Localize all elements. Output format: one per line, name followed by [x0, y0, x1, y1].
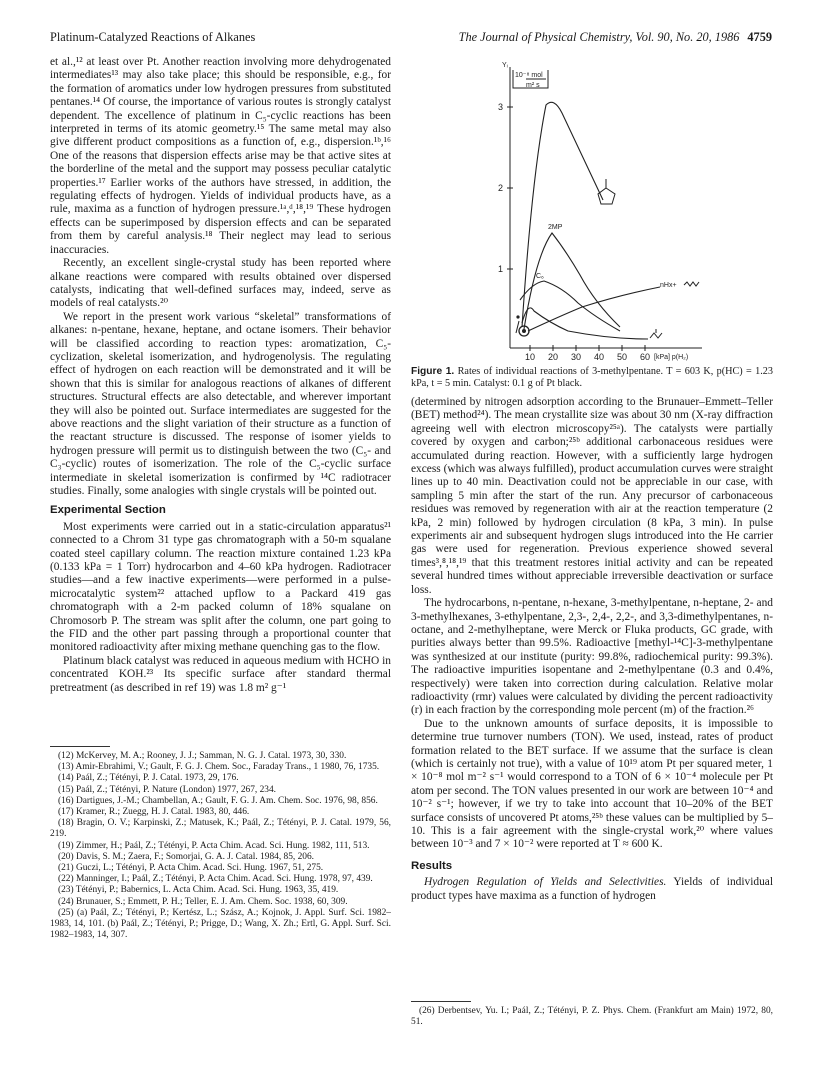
data-point-small	[516, 315, 519, 318]
right-paragraph-2: The hydrocarbons, n-pentane, n-hexane, 3-methylpentane, n-heptane, 2- and 3-methylhexanes, 3-ethylpentane, 2,3-, 2,4-, 2,2-, and 3,3-dimethylpentanes, n-octane, and 2-methylheptane, were Merck or Fluka products, GC grade, with purities always better than 99.5%. Radioactive [methyl-¹⁴C]-3-methylpentane was synthesized at our institute (purity: 99.8%, radiochemical purity: 99.3%). The radioactive impurities isopentane and 2-methylpentane (0.3 and 0.4%, respectively) were taken into correction during calculation. Relative molar radioactivity (rmr) values were calculated by dividing the percent radioactivity (r) in each fraction by the corresponding mole percent (m) of the fraction.²⁶	[411, 597, 773, 717]
footnote-25: (25) (a) Paál, Z.; Tétényi, P.; Kertész, L.; Szász, A.; Kojnok, J. Appl. Surf. Sci. 1982–1983, 14, 101. (b) Paál, Z.; Tétényi, P.; Prigge, D.; Wang, X. Zh.; Ertl, G. Appl. Surf. Sci. 1982–1983, 14, 307.	[50, 907, 391, 941]
running-head-title: Platinum-Catalyzed Reactions of Alkanes	[50, 30, 256, 44]
alkene-chain-icon	[684, 282, 699, 286]
right-column	[411, 396, 773, 903]
x-tick-label-50: 50	[617, 352, 628, 362]
footnote-14: (14) Paál, Z.; Tétényi, P. J. Catal. 1973, 29, 176.	[58, 773, 239, 784]
footnote-19: (19) Zimmer, H.; Paál, Z.; Tétényi, P. Acta Chim. Acad. Sci. Hung. 1982, 111, 513.	[58, 840, 370, 851]
intro-paragraph-1: et al.,¹² at least over Pt. Another reaction involving more dehydrogenated intermediates¹³ may also take place; this should be responsible, e.g., for the formation of aromatics under low hydrogen pressures from substituted pentanes.¹⁴ Of course, the importance of various routes is strongly catalyst dependent. The excellence of platinum in C₅-cyclic reactions has been interpreted in terms of its atomic geometry.¹⁵ The same metal may also give different product compositions as a function of, e.g., dispersion.¹ᵇ,¹⁶ One of the reasons that dispersion effects arise may be that active sites at the borderline of the metal and the support may possess peculiar catalytic properties.¹⁷ Earlier works of the authors have stressed, in addition, the regulating effects of hydrogen. Yields of individual products have, as a rule, maxima as a function of hydrogen pressure.¹ᵃ,ᵈ,¹⁸,¹⁹ These hydrogen effects can be superimposed by dispersion effects and can be separated from them by careful analysis.¹⁸ Their neglect may lead to serious inaccuracies.	[50, 56, 391, 256]
intro-paragraph-2: Recently, an excellent single-crystal study has been reported where alkane reactions were compared with results obtained over dispersed catalysts, indicating that well-defined surfaces may, indeed, serve as models of real catalysts.²⁰	[50, 257, 391, 310]
results-subheading: Hydrogen Regulation of Yields and Selectivities.	[424, 876, 667, 889]
right-footnotes	[411, 1001, 773, 1028]
footnote-20: (20) Davis, S. M.; Zaera, F.; Somorjai, G. A. J. Catal. 1984, 85, 206.	[58, 851, 314, 862]
x-axis-unit: [kPa] p(H₂)	[654, 354, 689, 361]
left-footnotes	[50, 746, 391, 941]
y-axis-symbol: Yᵢ	[502, 62, 508, 69]
footnote-15: (15) Paál, Z.; Tétényi, P. Nature (London) 1977, 267, 234.	[58, 784, 277, 795]
x-tick-label-60: 60	[640, 352, 651, 362]
results-text: Yields of individual product types have maxima as a function of hydrogen	[411, 876, 773, 902]
footnote-16: (16) Dartigues, J.-M.; Chambellan, A.; Gault, F. G. J. Am. Chem. Soc. 1976, 98, 856.	[58, 795, 378, 806]
product-chain-icon	[650, 329, 662, 338]
footnote-13: (13) Amir-Ebrahimi, V.; Gault, F. G. J. Chem. Soc., Faraday Trans., 1 1980, 76, 1735.	[58, 762, 380, 773]
section-heading-results: Results	[411, 859, 453, 872]
curve-c6	[520, 281, 620, 331]
x-tick-label-20: 20	[548, 352, 559, 362]
experimental-paragraph-1: Most experiments were carried out in a static-circulation apparatus²¹ connected to a Chrom 31 type gas chromatograph with a 50-m squalane coated steel capillary column. The reaction mixture contained 1.23 kPa (0.133 kPa = 1 Torr) hydrocarbon and 4–60 kPa hydrogen. Radiotracer studies—and a few inactive experiments—were performed in a pulse-microcatalytic system²² attached upflow to a Packard 419 gas chromatograph with a 2-m packed column of 18% squalane on Chromosorb P. The stream was split after the column, one part going to the FID and the other part passing through a proportional counter that monitored radioactivity after mixing methane quenching gas to the flow.	[50, 520, 391, 654]
label-2mp: 2MP	[548, 224, 563, 231]
journal-citation: The Journal of Physical Chemistry, Vol. 90, No. 20, 1986	[458, 30, 740, 44]
left-column	[50, 56, 391, 695]
right-paragraph-1: (determined by nitrogen adsorption according to the Brunauer–Emmett–Teller (BET) method²⁴). The mean crystallite size was about 30 nm (X-ray diffraction agreeing well with electron microscopy²⁵ᵃ). The catalysts were partially covered by oxygen and carbon;²⁵ᵇ additional carbonaceous residues were accumulated during reaction. However, with a sufficiently large hydrogen excess (which was always fulfilled), product accumulation curves were straight lines up to 40 min. Deactivation could not be appreciable in our case, with sampling 5 min after the start of the run. Any precursor of carbonaceous residues was removed by regeneration with air at the reaction temperature (2 kPa, 2 min) followed by hydrogen circulation (8 kPa, 3 min). In pulse experiments air and subsequent hydrogen slugs introduced into the He carrier gas were used for regeneration. Previous experience showed several times³,⁸,¹⁸,¹⁹ that this treatment restores initial activity and can be repeated several hundred times without appreciable irreversible deactivation or surface loss.	[411, 396, 773, 596]
figure-caption-label: Figure 1.	[411, 366, 455, 377]
curve-nhx	[528, 287, 660, 331]
running-head-journal	[459, 30, 772, 45]
section-heading-experimental: Experimental Section	[50, 504, 166, 517]
figure-caption-text: Rates of individual reactions of 3-methylpentane. T = 603 K, p(HC) = 1.23 kPa, t = 5 min. Catalyst: 0.1 g of Pt black.	[411, 366, 773, 389]
footnote-17: (17) Kramer, R.; Zuegg, H. J. Catal. 1983, 80, 446.	[58, 807, 250, 818]
y-tick-label-3: 3	[498, 102, 504, 112]
y-axis-unit-bottom: m² s	[526, 82, 540, 89]
footnote-12: (12) McKervey, M. A.; Rooney, J. J.; Samman, N. G. J. Catal. 1973, 30, 330.	[58, 751, 347, 761]
results-paragraph-1	[411, 876, 773, 903]
label-c6: C₆	[536, 273, 544, 280]
figure-1-plot	[470, 55, 750, 363]
x-tick-label-30: 30	[571, 352, 582, 362]
footnote-rule	[50, 746, 110, 747]
y-tick-label-2: 2	[498, 183, 504, 193]
footnote-23: (23) Tétényi, P.; Babernics, L. Acta Chim. Acad. Sci. Hung. 1963, 35, 419.	[58, 885, 339, 896]
y-tick-label-1: 1	[498, 264, 504, 274]
y-axis-unit-top: 10⁻⁸ mol	[515, 72, 543, 79]
intro-paragraph-3: We report in the present work various “skeletal” transformations of alkanes: n-pentane, hexane, heptane, and octane isomers. Their behavior will be classified according to reaction types: aromatization, C₅-cyclization, skeletal isomerization, and hydrogenolysis. The regulating effect of hydrogen on each reaction will be demonstrated and it will be shown that this is similar for analogous reactions of alkanes of different structures. Structural effects are also detectable, and wherever important they will also be pointed out. Surface intermediates are suggested for the above reactions and the slight variation of their structure as a function of the reactant structure is discussed. The response of isomer yields to hydrogen pressure will permit us to distinguish between the two (C₅- and C₃-cyclic) routes of isomerization. The role of the C₅-cyclic surface intermediate in skeletal isomerization is confirmed by ¹⁴C radiotracer studies. Finally, some analogies with single crystals will be pointed out.	[50, 310, 391, 497]
curve-hydrogenolysis	[522, 308, 648, 339]
benzene-marker-dot	[522, 329, 526, 333]
experimental-paragraph-2: Platinum black catalyst was reduced in aqueous medium with HCHO in concentrated KOH.²³ Its specific surface after standard thermal pretreatment (as described in ref 19) was 1.8 m² g⁻¹	[50, 654, 391, 694]
footnote-22: (22) Manninger, I.; Paál, Z.; Tétényi, P. Acta Chim. Acad. Sci. Hung. 1978, 97, 439.	[58, 874, 373, 885]
x-tick-label-10: 10	[525, 352, 536, 362]
footnote-24: (24) Brunauer, S.; Emmett, P. H.; Teller, E. J. Am. Chem. Soc. 1938, 60, 309.	[58, 896, 348, 907]
figure-caption	[411, 366, 773, 390]
right-paragraph-3: Due to the unknown amounts of surface deposits, it is impossible to determine true turnover numbers (TON). We used, instead, rates of product formation related to the BET surface. If we assume that the surface is clean (which is certainly not true), with a value of 10¹⁹ atom Pt per squared meter, 1 × 10⁻⁸ mol m⁻² s⁻¹ would correspond to a TON of 6 × 10⁻⁴ molecule per Pt atom per second. The TON values presented in our work are between 10⁻⁴ and 10⁻² s⁻¹; however, if we try to take into account that 10–20% of the BET surface consists of uncovered Pt atoms,²⁵ᵇ these values can be multiplied by 5–10. This is a fair agreement with the single-crystal work,²⁰ where values between 10⁻³ and 7 × 10⁻² were reported at T ≈ 600 K.	[411, 717, 773, 851]
footnote-18: (18) Bragin, O. V.; Karpinski, Z.; Matusek, K.; Paál, Z.; Tétényi, P. J. Catal. 1979, 56, 219.	[50, 818, 391, 840]
label-nhx: nHx+	[660, 282, 677, 289]
footnote-rule-right	[411, 1001, 471, 1002]
footnote-26: (26) Derbentsev, Yu. I.; Paál, Z.; Tétényi, P. Z. Phys. Chem. (Frankfurt am Main) 1972, 80, 51.	[411, 1006, 773, 1028]
x-tick-label-40: 40	[594, 352, 605, 362]
page-number: 4759	[747, 30, 772, 44]
footnote-21: (21) Guczi, L.; Tétényi, P. Acta Chim. Acad. Sci. Hung. 1967, 51, 275.	[58, 863, 324, 874]
